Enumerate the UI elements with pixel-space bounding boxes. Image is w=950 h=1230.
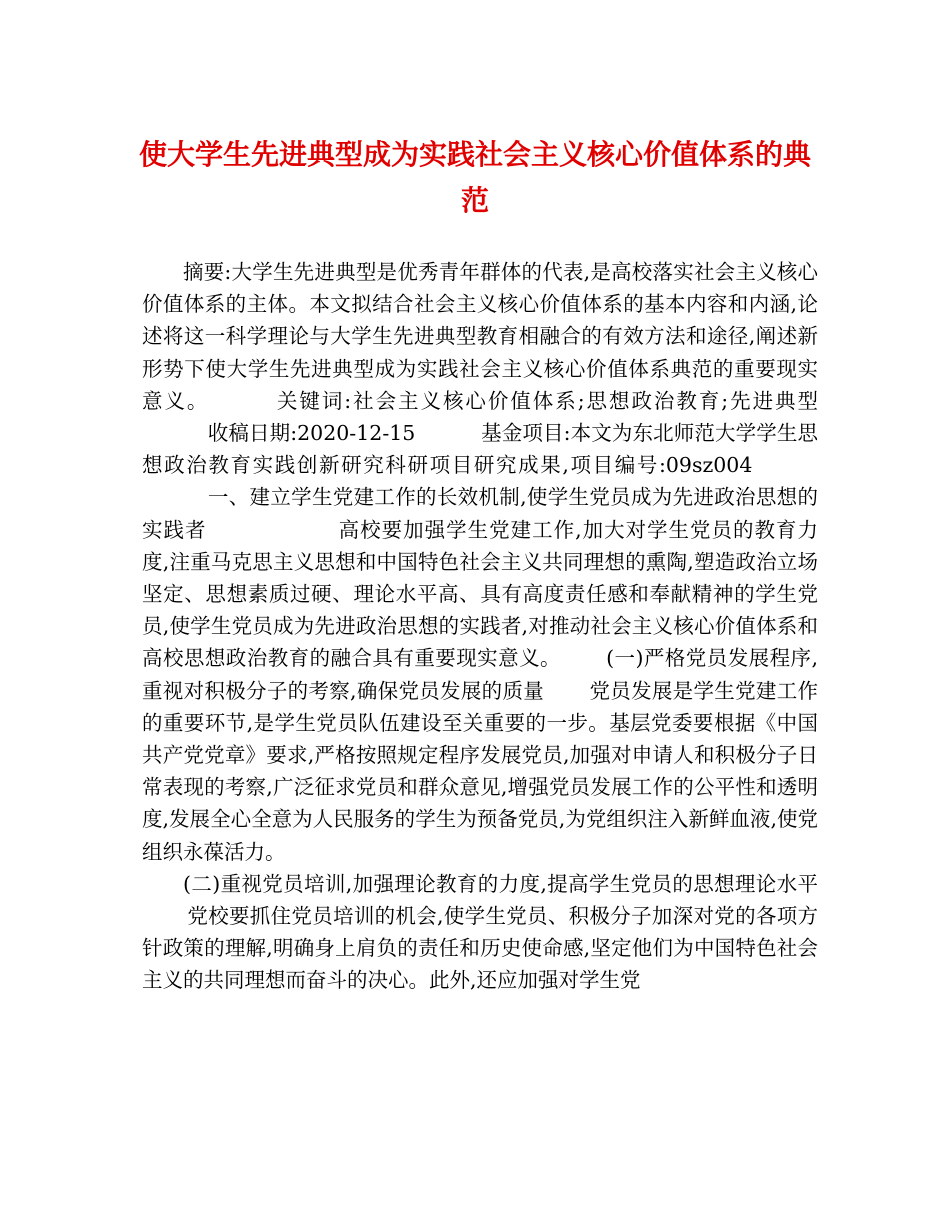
abstract-text: 摘要:大学生先进典型是优秀青年群体的代表,是高校落实社会主义核心价值体系的主体。本文拟结合社会主义核心价值体系的基本内容和内涵,论述将这一科学理论与大学生先进典型教育相融合的有效方法和途径,阐述新形势下使大学生先进典型成为实践社会主义核心价值体系典范的重要现实意义。 (142, 260, 818, 413)
fund-text: 基金项目:本文为东北师范大学学生思想政治教育实践创新研究科研项目研究成果,项目编号:09sz004 (142, 421, 819, 478)
keywords-text: 关键词:社会主义核心价值体系;思想政治教育;先进典型 (274, 388, 818, 413)
section-1-text: 高校要加强学生党建工作,加大对学生党员的教育力度,注重马克思主义思想和中国特色社会主义共同理想的熏陶,塑造政治立场坚定、思想素质过硬、理论水平高、具有高度责任感和奉献精神的学生党员,使学生党员成为先进政治思想的实践者,对推动社会主义核心价值体系和高校思想政治教育的融合具有重要现实意义。 (142, 517, 819, 671)
document-body (142, 256, 818, 997)
subsection-1-text: 党员发展是学生党建工作的重要环节,是学生党员队伍建设至关重要的一步。基层党委要根据《中国共产党党章》要求,严格按照规定程序发展党员,加强对申请人和积极分子日常表现的考察,广泛征求党员和群众意见,增强党员发展工作的公平性和透明度,发展全心全意为人民服务的学生为预备党员,为党组织注入新鲜血液,使党组织永葆活力。 (142, 678, 819, 864)
paragraph-1 (142, 256, 818, 868)
subsection-1-heading: (一)严格党员发展程序,重视对积极分子的考察,确保党员发展的质量 (142, 646, 819, 703)
received-date-text: 收稿日期:2020-12-15 (207, 421, 416, 446)
document-title: 使大学生先进典型成为实践社会主义核心价值体系的典范 (138, 138, 811, 217)
paragraph-2 (142, 868, 818, 997)
subsection-2-heading: (二)重视党员培训,加强理论教育的力度,提高学生党员的思想理论水平 (183, 871, 818, 896)
section-1-heading: 一、建立学生党建工作的长效机制,使学生党员成为先进政治思想的实践者 (142, 485, 818, 542)
subsection-2-text: 党校要抓住党员培训的机会,使学生党员、积极分子加深对党的各项方针政策的理解,明确身上肩负的责任和历史使命感,坚定他们为中国特色社会主义的共同理想而奋斗的决心。此外,还应加强对学生党 (142, 904, 818, 993)
